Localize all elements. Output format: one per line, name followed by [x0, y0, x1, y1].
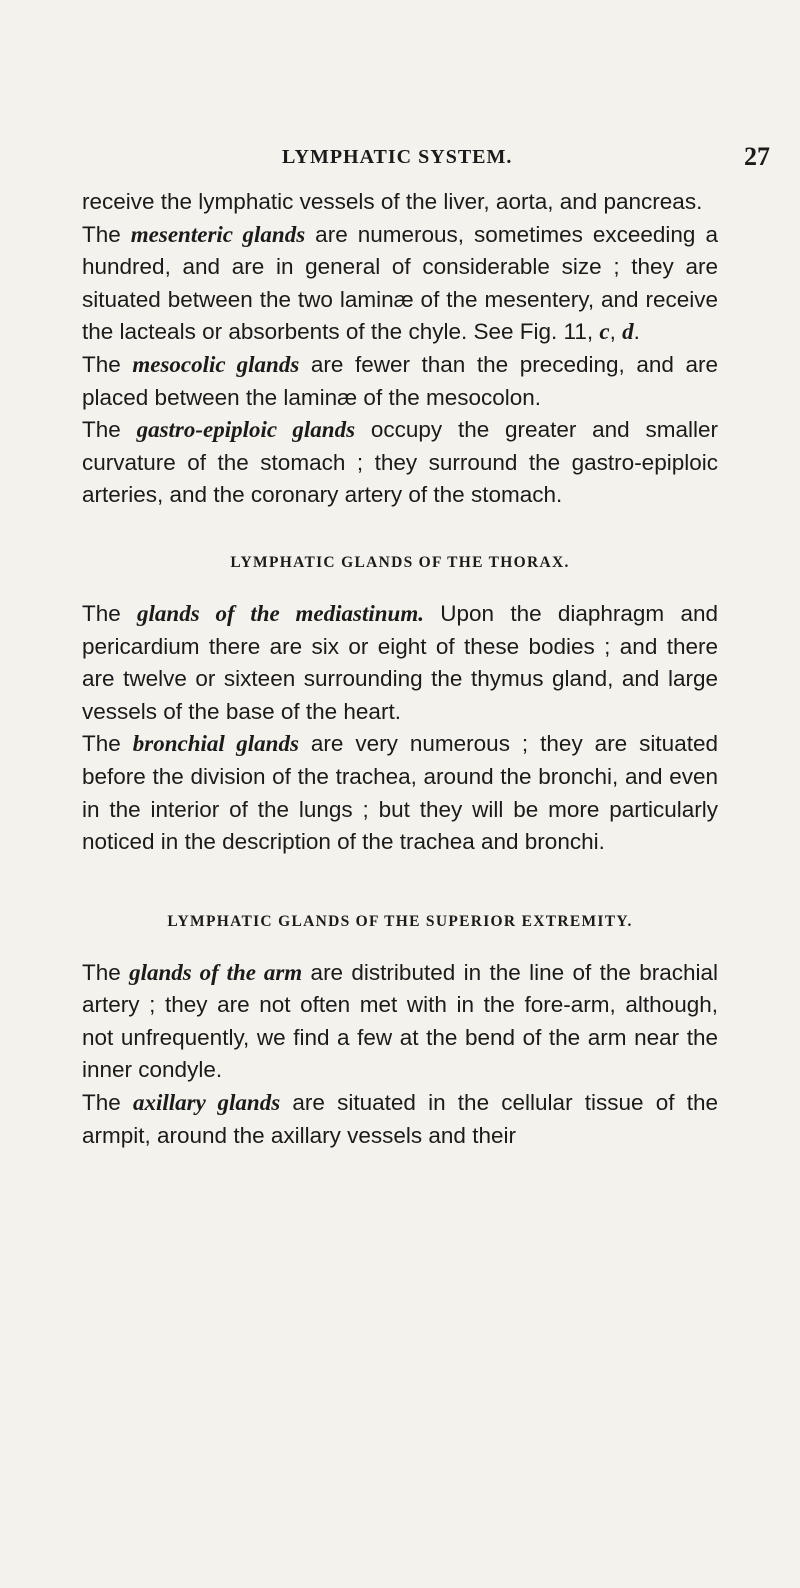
- paragraph-text: The: [82, 731, 133, 757]
- paragraph: [82, 219, 718, 349]
- paragraph-text: are very numerous ; they are situated before the division of the trachea, around the bronchi, and even in the interior of the lungs ; but they will be more particularly noticed in the description of the trachea and bronchi.: [82, 731, 718, 855]
- page-header: [0, 142, 800, 176]
- gland-term: glands of the arm: [129, 959, 303, 985]
- paragraph-text: The: [82, 1090, 133, 1116]
- running-head: LYMPHATIC SYSTEM.: [282, 146, 513, 168]
- paragraph-text: The: [82, 959, 130, 985]
- paragraph-text: Upon the diaphragm and pericardium there are six or eight of these bodies ; and there are twelve or sixteen surrounding the thymus gland, and large vessels of the base of the heart.: [82, 600, 718, 724]
- section-heading-superior-extremity: LYMPHATIC GLANDS OF THE SUPERIOR EXTREMITY.: [167, 912, 633, 930]
- gland-term: glands of the mediastinum.: [137, 600, 424, 626]
- gland-term: mesocolic glands: [132, 351, 300, 377]
- paragraph: [82, 349, 718, 414]
- page-number: 27: [744, 142, 770, 171]
- paragraph-text: occupy the greater and smaller curvature of the stomach ; they surround the gastro-epiploic arteries, and the coronary artery of the stomach.: [82, 417, 718, 508]
- paragraph: [82, 414, 718, 512]
- paragraph: [82, 186, 718, 219]
- paragraph: [82, 598, 718, 728]
- paragraph: [82, 1087, 718, 1152]
- gland-term: bronchial glands: [132, 731, 299, 757]
- paragraph-text: are situated in the cellular tissue of the armpit, around the axillary vessels and their: [82, 1090, 718, 1148]
- gland-term: mesenteric glands: [130, 221, 306, 247]
- section-heading-thorax: LYMPHATIC GLANDS OF THE THORAX.: [230, 553, 570, 571]
- paragraph: [82, 957, 718, 1087]
- paragraph-text: The: [82, 351, 133, 377]
- paragraph-text: The: [82, 221, 131, 247]
- paragraph-text: are fewer than the preceding, and are placed between the laminæ of the mesocolon.: [82, 351, 718, 410]
- paragraph-text: are numerous, sometimes exceeding a hundred, and are in general of considerable size ; they are situated between the two laminæ of the mesentery, and receive the lacteals or absorbents of the chyle. See Fig. 11,: [82, 221, 718, 345]
- paragraph-text: .: [633, 319, 640, 345]
- body-text: [82, 186, 718, 1152]
- paragraph-text: are distributed in the line of the brachial artery ; they are not often met with in the fore-arm, although, not unfrequently, we find a few at the bend of the arm near the inner condyle.: [82, 959, 718, 1083]
- paragraph-text: ,: [609, 319, 623, 345]
- paragraph: [82, 728, 718, 858]
- figure-ref: d: [622, 319, 634, 345]
- paragraph-text: The: [82, 600, 138, 626]
- gland-term: gastro-epiploic glands: [136, 417, 356, 443]
- paragraph-text: The: [82, 417, 137, 443]
- paragraph-text: receive the lymphatic vessels of the liver, aorta, and pancreas.: [82, 189, 703, 214]
- gland-term: axillary glands: [132, 1090, 281, 1116]
- figure-ref: c: [599, 319, 610, 345]
